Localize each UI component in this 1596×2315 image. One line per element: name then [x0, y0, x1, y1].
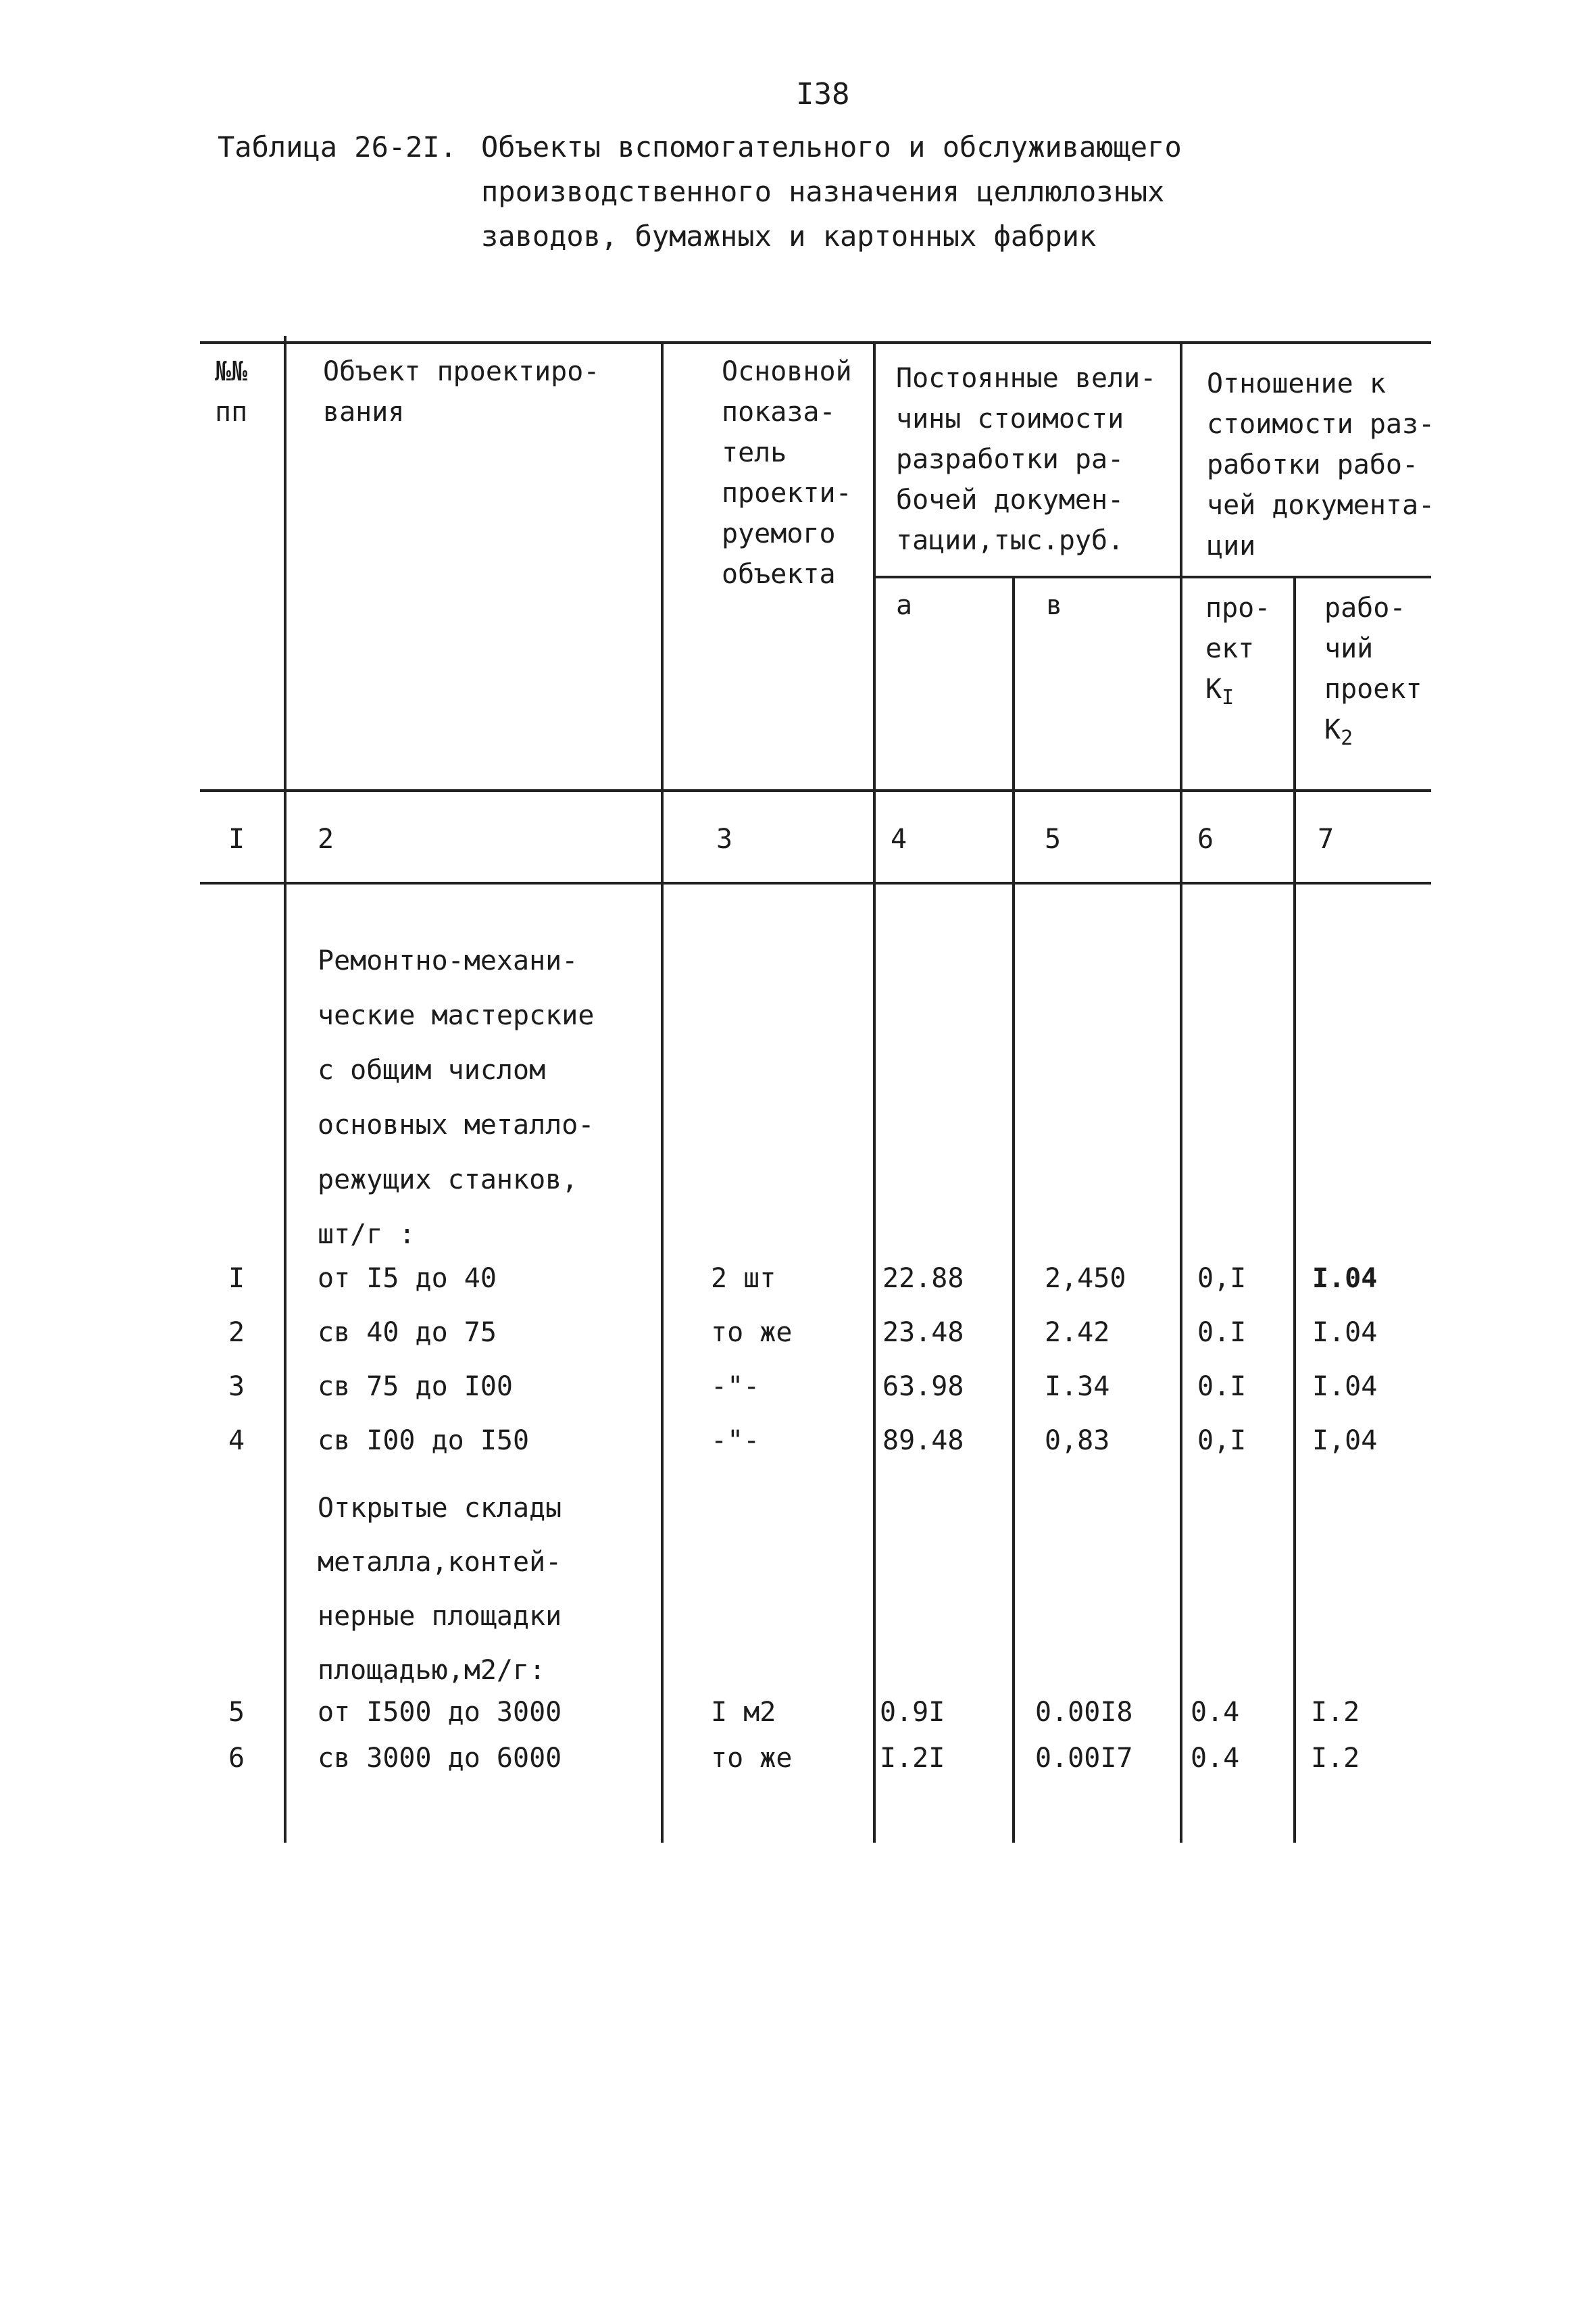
header-indicator: Основной показа- тель проекти- руемого объекта	[722, 356, 852, 590]
row-value-b: 2,450	[1045, 1263, 1126, 1294]
row-number: 3	[228, 1371, 245, 1402]
row-indicator: 2 шт	[711, 1263, 776, 1294]
column-number-2: 2	[318, 824, 334, 855]
header-number: №№ пп	[215, 356, 248, 428]
row-value-a: 0.9I	[880, 1697, 945, 1728]
row-value-a: 23.48	[882, 1317, 964, 1348]
row-value-k1: 0.4	[1191, 1697, 1240, 1728]
row-value-k1: 0.I	[1197, 1317, 1247, 1348]
header-ratio-group: Отношение к стоимости раз- работки рабо- чей документа- ции	[1207, 368, 1435, 562]
column-number-5: 5	[1045, 824, 1062, 855]
row-value-a: 89.48	[882, 1425, 964, 1456]
table-title-line-1: Объекты вспомогательного и обслуживающего	[481, 130, 1182, 164]
row-value-b: I.34	[1045, 1371, 1110, 1402]
row-value-k2: I.2	[1311, 1697, 1360, 1728]
row-object: от I500 до 3000	[318, 1697, 562, 1728]
row-value-b: 0.00I7	[1035, 1743, 1133, 1774]
row-value-k2: I.04	[1312, 1317, 1378, 1348]
column-number-3: 3	[716, 824, 733, 855]
row-value-k1: 0,I	[1197, 1263, 1247, 1294]
page-number: I38	[796, 77, 850, 111]
row-indicator: то же	[711, 1743, 793, 1774]
column-number-6: 6	[1197, 824, 1214, 855]
header-k2-symbol: $К_2$	[1324, 714, 1353, 750]
header-col-a: а	[896, 590, 913, 621]
row-value-a: I.2I	[880, 1743, 945, 1774]
header-col-b: в	[1046, 590, 1063, 621]
row-value-k1: 0.4	[1191, 1743, 1240, 1774]
row-value-k2: I.04	[1312, 1371, 1378, 1402]
column-number-1: I	[228, 824, 245, 855]
row-object: св 40 до 75	[318, 1317, 497, 1348]
row-value-k1: 0.I	[1197, 1371, 1247, 1402]
row-object: св I00 до I50	[318, 1425, 530, 1456]
row-value-k2: I.04	[1312, 1263, 1378, 1294]
row-value-k2: I.2	[1311, 1743, 1360, 1774]
row-number: 6	[228, 1743, 245, 1774]
row-number: 2	[228, 1317, 245, 1348]
row-number: 4	[228, 1425, 245, 1456]
table-title-line-3: заводов, бумажных и картонных фабрик	[481, 220, 1097, 253]
row-indicator: I м2	[711, 1697, 776, 1728]
row-object: от I5 до 40	[318, 1263, 497, 1294]
header-k2-line2: чий	[1324, 633, 1374, 664]
row-value-b: 2.42	[1045, 1317, 1110, 1348]
column-number-4: 4	[891, 824, 907, 855]
row-indicator: -"-	[711, 1425, 760, 1456]
row-value-a: 63.98	[882, 1371, 964, 1402]
row-value-b: 0,83	[1045, 1425, 1110, 1456]
row-value-k2: I,04	[1312, 1425, 1378, 1456]
row-indicator: то же	[711, 1317, 793, 1348]
row-number: I	[228, 1263, 245, 1294]
row-number: 5	[228, 1697, 245, 1728]
row-object: св 3000 до 6000	[318, 1743, 562, 1774]
header-object: Объект проектиро- вания	[323, 356, 600, 428]
table-label: Таблица 26-2I.	[218, 130, 457, 164]
header-k1-line2: ект	[1205, 633, 1255, 664]
column-number-7: 7	[1318, 824, 1335, 855]
row-indicator: -"-	[711, 1371, 760, 1402]
section-heading: Открытые склады металла,контей- нерные площадки площадью,м2/г:	[318, 1493, 562, 1686]
section-heading: Ремонтно-механи- ческие мастерские с общим числом основных металло- режущих станков, шт/г :	[318, 945, 595, 1250]
header-k1-symbol: $К_I$	[1205, 674, 1235, 710]
row-object: св 75 до I00	[318, 1371, 513, 1402]
row-value-b: 0.00I8	[1035, 1697, 1133, 1728]
row-value-a: 22.88	[882, 1263, 964, 1294]
header-k2-line3: проект	[1324, 674, 1422, 705]
row-value-k1: 0,I	[1197, 1425, 1247, 1456]
header-k2-line1: рабо-	[1324, 593, 1406, 624]
table-title-line-2: производственного назначения целлюлозных	[481, 175, 1165, 208]
header-k1-line1: про-	[1205, 593, 1271, 624]
header-cost-group: Постоянные вели- чины стоимости разработки ра- бочей докумен- тации,тыс.руб.	[896, 363, 1157, 556]
